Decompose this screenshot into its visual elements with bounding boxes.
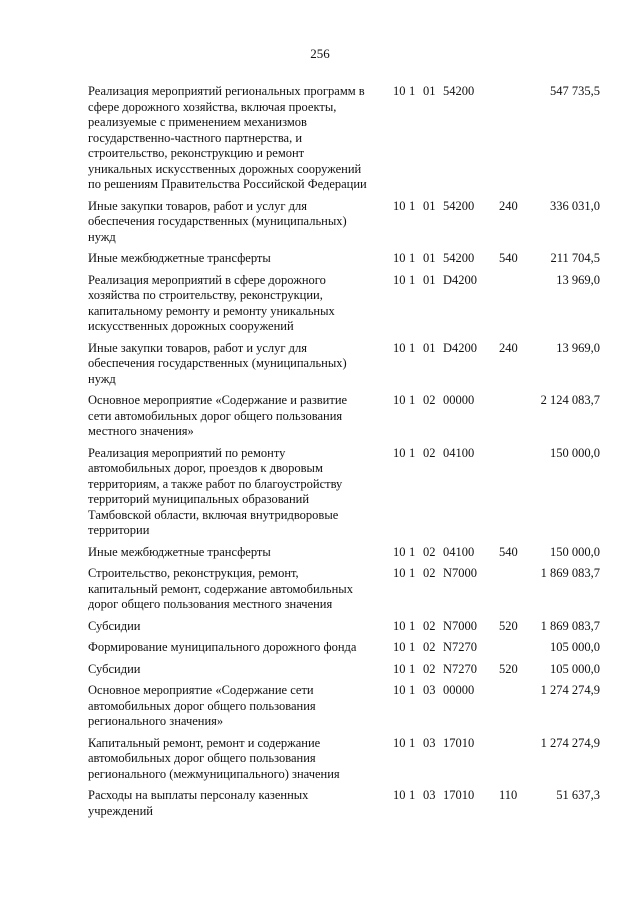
table-row bbox=[88, 273, 608, 335]
code-direction: 17010 bbox=[443, 788, 475, 802]
code-expense-type: 540 bbox=[499, 251, 518, 265]
code-subprogram: 02 bbox=[423, 544, 436, 559]
code-direction: N7270 bbox=[443, 640, 478, 654]
table-row bbox=[88, 736, 608, 783]
code-section: 10 bbox=[393, 251, 406, 265]
code-subprogram: 01 bbox=[423, 84, 436, 98]
row-name: Иные закупки товаров, работ и услуг для обеспечения государственных (муниципальных) нужд bbox=[88, 340, 347, 386]
table-row bbox=[88, 788, 608, 819]
row-name: Субсидии bbox=[88, 661, 141, 676]
code-subprogram: 02 bbox=[423, 445, 436, 460]
code-section: 10 bbox=[393, 84, 406, 98]
code-direction: 17010 bbox=[443, 735, 475, 750]
code-section: 10 bbox=[393, 445, 406, 460]
row-amount: 150 000,0 bbox=[550, 544, 600, 559]
page-number: 256 bbox=[310, 46, 330, 61]
row-name: Субсидии bbox=[88, 618, 141, 633]
code-direction: N7000 bbox=[443, 566, 478, 580]
code-subprogram: 03 bbox=[423, 735, 436, 750]
code-section: 10 bbox=[393, 544, 406, 559]
row-amount: 1 869 083,7 bbox=[540, 618, 600, 633]
row-name: Реализация мероприятий по ремонту автомобильных дорог, проездов к дворовым территориям, а также работ по благоустройству территорий муниципальных образований Тамбовской области, включая внутридворовые территории bbox=[88, 445, 343, 537]
code-program: 1 bbox=[409, 618, 416, 633]
code-subprogram: 02 bbox=[423, 393, 436, 407]
budget-table bbox=[88, 84, 608, 825]
code-subprogram: 02 bbox=[423, 640, 436, 654]
code-subprogram: 03 bbox=[423, 788, 436, 802]
code-section: 10 bbox=[393, 566, 406, 580]
code-direction: 00000 bbox=[443, 683, 475, 697]
row-name: Иные межбюджетные трансферты bbox=[88, 544, 271, 559]
code-expense-type: 520 bbox=[499, 618, 518, 633]
table-row bbox=[88, 619, 608, 635]
code-direction: D4200 bbox=[443, 340, 478, 355]
table-row bbox=[88, 640, 608, 656]
row-amount: 13 969,0 bbox=[556, 272, 600, 287]
row-name: Строительство, реконструкция, ремонт, капитальный ремонт, содержание автомобильных дорог общего пользования местного значения bbox=[88, 566, 353, 611]
table-row bbox=[88, 199, 608, 246]
row-name: Основное мероприятие «Содержание сети автомобильных дорог общего пользования регионального значения» bbox=[88, 683, 316, 728]
code-program: 1 bbox=[409, 735, 416, 750]
code-program: 1 bbox=[409, 340, 416, 355]
row-amount: 211 704,5 bbox=[550, 251, 600, 265]
code-section: 10 bbox=[393, 198, 406, 213]
code-section: 10 bbox=[393, 683, 406, 697]
table-row bbox=[88, 341, 608, 388]
row-amount: 547 735,5 bbox=[550, 84, 600, 98]
code-program: 1 bbox=[409, 566, 416, 580]
row-amount: 336 031,0 bbox=[550, 198, 600, 213]
code-direction: 54200 bbox=[443, 198, 475, 213]
code-section: 10 bbox=[393, 661, 406, 676]
table-row bbox=[88, 446, 608, 539]
code-expense-type: 240 bbox=[499, 340, 518, 355]
code-direction: 04100 bbox=[443, 445, 475, 460]
code-program: 1 bbox=[409, 661, 416, 676]
row-amount: 51 637,3 bbox=[556, 788, 600, 802]
code-expense-type: 540 bbox=[499, 544, 518, 559]
row-name: Иные закупки товаров, работ и услуг для обеспечения государственных (муниципальных) нужд bbox=[88, 198, 347, 244]
code-expense-type: 240 bbox=[499, 198, 518, 213]
code-subprogram: 02 bbox=[423, 566, 436, 580]
code-program: 1 bbox=[409, 683, 416, 697]
row-amount: 150 000,0 bbox=[550, 445, 600, 460]
table-row bbox=[88, 545, 608, 561]
table-row bbox=[88, 683, 608, 730]
row-name: Реализация мероприятий региональных программ в сфере дорожного хозяйства, включая проекты, реализуемые с применением механизмов государственно-частного партнерства, и строительство, реконструкцию и ремонт уникальных искусственных дорожных сооружений по решениям Правительства Российской Федерации bbox=[88, 84, 367, 191]
code-program: 1 bbox=[409, 198, 416, 213]
code-program: 1 bbox=[409, 544, 416, 559]
table-row bbox=[88, 84, 608, 193]
row-amount: 1 869 083,7 bbox=[540, 566, 600, 580]
code-direction: N7000 bbox=[443, 618, 478, 633]
code-subprogram: 01 bbox=[423, 251, 436, 265]
code-subprogram: 01 bbox=[423, 272, 436, 287]
table-row bbox=[88, 251, 608, 267]
code-section: 10 bbox=[393, 393, 406, 407]
code-subprogram: 02 bbox=[423, 618, 436, 633]
code-direction: 00000 bbox=[443, 393, 475, 407]
code-section: 10 bbox=[393, 272, 406, 287]
row-amount: 1 274 274,9 bbox=[540, 735, 600, 750]
code-section: 10 bbox=[393, 788, 406, 802]
row-name: Расходы на выплаты персоналу казенных учреждений bbox=[88, 788, 309, 818]
row-name: Формирование муниципального дорожного фонда bbox=[88, 640, 357, 654]
code-program: 1 bbox=[409, 84, 416, 98]
code-direction: D4200 bbox=[443, 272, 478, 287]
code-subprogram: 02 bbox=[423, 661, 436, 676]
code-program: 1 bbox=[409, 788, 416, 802]
code-direction: 54200 bbox=[443, 84, 475, 98]
row-amount: 13 969,0 bbox=[556, 340, 600, 355]
row-name: Реализация мероприятий в сфере дорожного хозяйства по строительству, реконструкции, капитальному ремонту и ремонту уникальных искусственных дорожных сооружений bbox=[88, 272, 335, 333]
code-program: 1 bbox=[409, 445, 416, 460]
row-amount: 2 124 083,7 bbox=[540, 393, 600, 407]
code-direction: N7270 bbox=[443, 661, 478, 676]
code-section: 10 bbox=[393, 340, 406, 355]
code-subprogram: 01 bbox=[423, 340, 436, 355]
code-direction: 04100 bbox=[443, 544, 475, 559]
code-expense-type: 520 bbox=[499, 661, 518, 676]
row-amount: 1 274 274,9 bbox=[540, 683, 600, 697]
row-name: Иные межбюджетные трансферты bbox=[88, 251, 271, 265]
code-subprogram: 03 bbox=[423, 683, 436, 697]
code-section: 10 bbox=[393, 640, 406, 654]
table-row bbox=[88, 662, 608, 678]
code-section: 10 bbox=[393, 735, 406, 750]
code-program: 1 bbox=[409, 393, 416, 407]
row-amount: 105 000,0 bbox=[550, 661, 600, 676]
table-row bbox=[88, 393, 608, 440]
table-row bbox=[88, 566, 608, 613]
code-section: 10 bbox=[393, 618, 406, 633]
code-program: 1 bbox=[409, 640, 416, 654]
code-program: 1 bbox=[409, 272, 416, 287]
code-direction: 54200 bbox=[443, 251, 475, 265]
row-name: Основное мероприятие «Содержание и развитие сети автомобильных дорог общего пользования местного значения» bbox=[88, 393, 348, 438]
code-program: 1 bbox=[409, 251, 416, 265]
row-amount: 105 000,0 bbox=[550, 640, 600, 654]
code-subprogram: 01 bbox=[423, 198, 436, 213]
row-name: Капитальный ремонт, ремонт и содержание автомобильных дорог общего пользования регионального (межмуниципального) значения bbox=[88, 735, 340, 781]
code-expense-type: 110 bbox=[499, 788, 518, 802]
